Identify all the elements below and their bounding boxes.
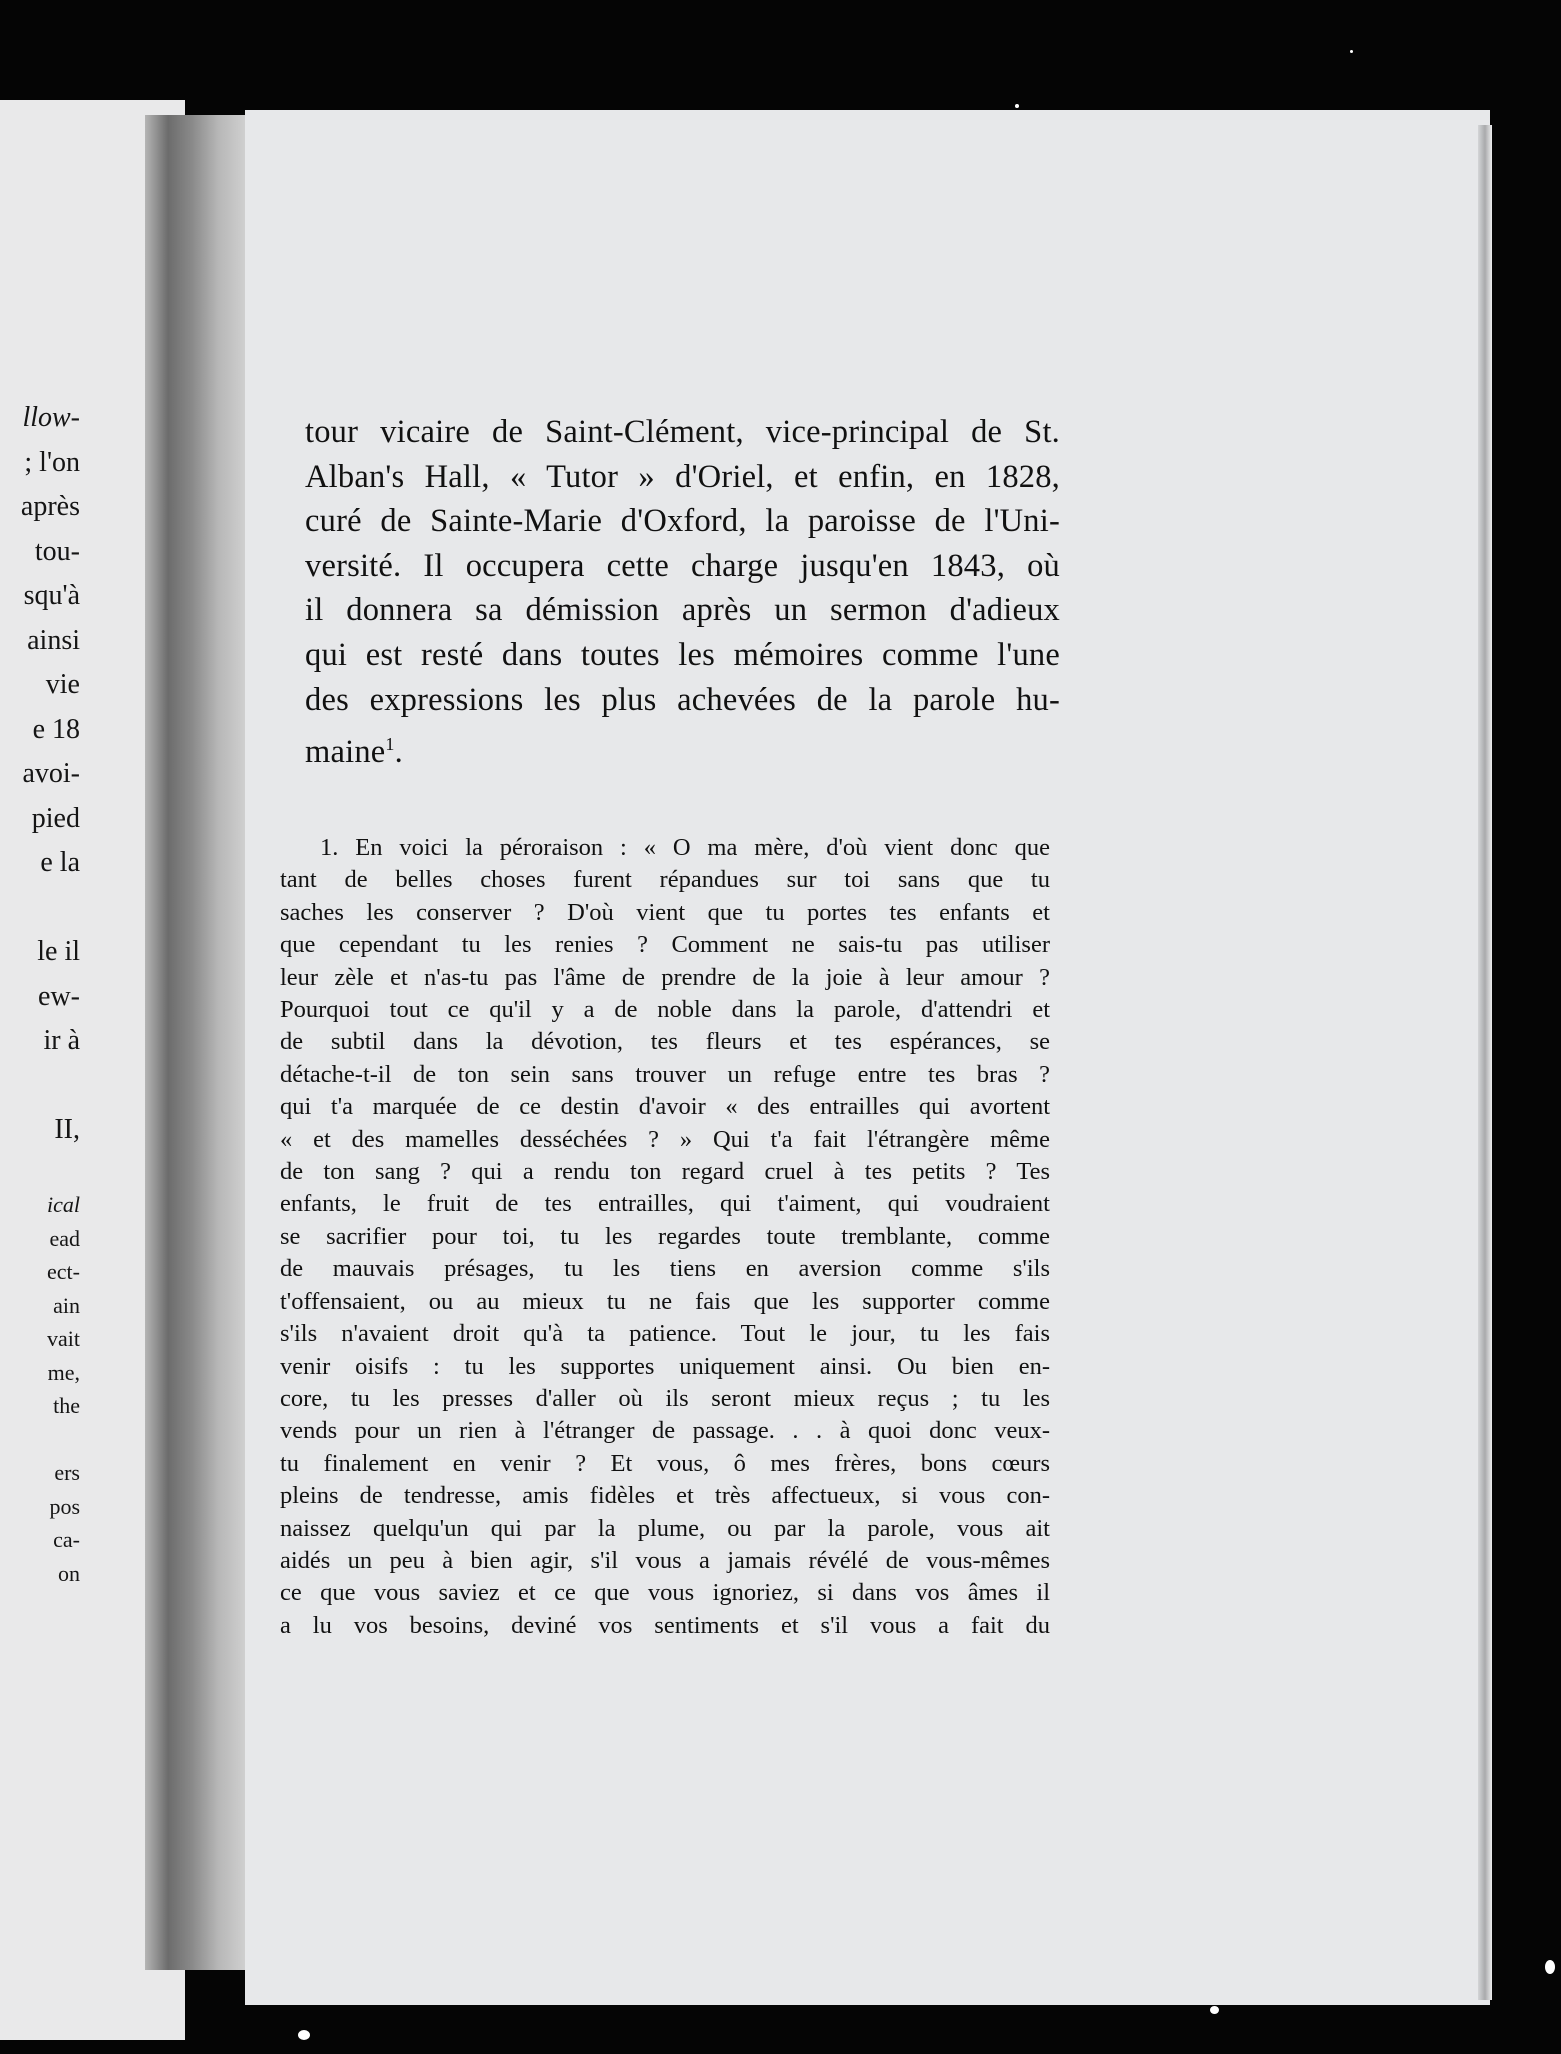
footnote-line: enfants, le fruit de tes entrailles, qui t'aiment, qui voudraient — [280, 1190, 1050, 1218]
body-line: des expressions les plus achevées de la parole hu- — [305, 681, 1060, 718]
left-page-line: avoi- — [22, 758, 80, 789]
left-page-small-line: ical — [47, 1192, 80, 1217]
footnote-line: pleins de tendresse, amis fidèles et très affectueux, si vous con- — [280, 1482, 1050, 1510]
left-page-line: e 18 — [32, 713, 80, 745]
scan-speck — [1545, 1960, 1555, 1974]
body-line: curé de Sainte-Marie d'Oxford, la paroisse de l'Uni- — [305, 503, 1060, 540]
footnote-line: « et des mamelles desséchées ? » Qui t'a fait l'étrangère même — [280, 1125, 1050, 1153]
footnote-line: Pourquoi tout ce qu'il y a de noble dans la parole, d'attendri et — [280, 996, 1050, 1024]
left-page-small-line: me, — [47, 1359, 80, 1385]
left-page-line: après — [20, 491, 80, 522]
footnote-line: a lu vos besoins, deviné vos sentiments et s'il vous a fait du — [280, 1611, 1050, 1639]
footnote-line: tu finalement en venir ? Et vous, ô mes frères, bons cœurs — [280, 1449, 1050, 1477]
left-page-line: vie — [45, 669, 80, 700]
footnote-line: qui t'a marquée de ce destin d'avoir « des entrailles qui avortent — [280, 1093, 1050, 1121]
footnote-line: 1. En voici la péroraison : « O ma mère, d'où vient donc que — [320, 834, 1050, 861]
footnote-line: saches les conserver ? D'où vient que tu portes tes enfants et — [280, 898, 1050, 926]
footnote-line: de mauvais présages, tu les tiens en aversion comme s'ils — [280, 1255, 1050, 1283]
footnote-line: de ton sang ? qui a rendu ton regard cruel à tes petits ? Tes — [280, 1158, 1050, 1186]
left-page-line: ainsi — [27, 624, 80, 656]
binding-gutter — [145, 115, 250, 1970]
footnote-line: aidés un peu à bien agir, s'il vous a jamais révélé de vous-mêmes — [280, 1546, 1050, 1574]
left-page-line: e la — [40, 847, 80, 878]
left-page-small-line: vait — [47, 1326, 80, 1351]
left-page-small-line: ain — [53, 1292, 80, 1318]
body-line: qui est resté dans toutes les mémoires comme l'une — [305, 636, 1060, 673]
left-page-line: llow- — [22, 402, 80, 433]
body-line: tour vicaire de Saint-Clément, vice-principal de St. — [305, 414, 1060, 450]
footnote-marker: 1 — [385, 734, 395, 755]
left-page-line: squ'à — [23, 580, 80, 611]
left-page-small-line: the — [53, 1393, 80, 1418]
footnote-line: que cependant tu les renies ? Comment ne sais-tu pas utiliser — [280, 931, 1050, 959]
footnote-line: venir oisifs : tu les supportes uniquement ainsi. Ou bien en- — [280, 1352, 1050, 1380]
body-line: Alban's Hall, « Tutor » d'Oriel, et enfin, en 1828, — [305, 458, 1060, 495]
footnote — [280, 832, 1050, 1642]
footnote-line: de subtil dans la dévotion, tes fleurs et tes espérances, se — [280, 1028, 1050, 1056]
footnote-line: se sacrifier pour toi, tu les regardes toute tremblante, comme — [280, 1222, 1050, 1250]
footnote-line: s'ils n'avaient droit qu'à ta patience. Tout le jour, tu les fais — [280, 1320, 1050, 1348]
left-page-line: ; l'on — [24, 446, 80, 478]
footnote-line: leur zèle et n'as-tu pas l'âme de prendre de la joie à leur amour ? — [280, 963, 1050, 991]
left-page-small-line: ect- — [47, 1259, 80, 1284]
footnote-line: vends pour un rien à l'étranger de passage. . . à quoi donc veux- — [280, 1417, 1050, 1445]
scan-speck — [1210, 2006, 1219, 2014]
body-last-word: maine — [305, 733, 386, 770]
footnote-line: ce que vous saviez et ce que vous ignoriez, si dans vos âmes il — [280, 1579, 1050, 1607]
footnote-line: détache-t-il de ton sein sans trouver un refuge entre tes bras ? — [280, 1060, 1050, 1088]
footnote-line: naissez quelqu'un qui par la plume, ou par la parole, vous ait — [280, 1514, 1050, 1542]
left-page-line: II, — [54, 1114, 80, 1145]
body-line: il donnera sa démission après un sermon d'adieux — [305, 592, 1060, 629]
left-page-small-line: pos — [49, 1493, 80, 1519]
left-page-small-line: ca- — [53, 1527, 80, 1552]
footnote-line: tant de belles choses furent répandues sur toi sans que tu — [280, 866, 1050, 894]
left-page-small-line: ers — [54, 1460, 80, 1485]
left-page-small-line: ead — [49, 1225, 80, 1251]
scan-speck — [298, 2030, 310, 2040]
body-line: versité. Il occupera cette charge jusqu'en 1843, où — [305, 547, 1060, 584]
footnote-line: core, tu les presses d'aller où ils seront mieux reçus ; tu les — [280, 1384, 1050, 1412]
main-paragraph — [305, 410, 1060, 775]
page-edge — [1478, 125, 1492, 2000]
left-page-line: tou- — [34, 535, 80, 567]
left-page-line: ir à — [43, 1025, 80, 1056]
body-line-last: maine$^1$. — [305, 733, 403, 770]
left-page-line: le il — [37, 936, 80, 967]
left-page-line: pied — [31, 802, 80, 834]
scan-speck — [1350, 50, 1353, 53]
footnote-line: t'offensaient, ou au mieux tu ne fais que les supporter comme — [280, 1287, 1050, 1315]
left-page-small-line: on — [58, 1560, 80, 1586]
scan-speck — [1015, 104, 1019, 108]
left-page-line: ew- — [38, 980, 80, 1012]
